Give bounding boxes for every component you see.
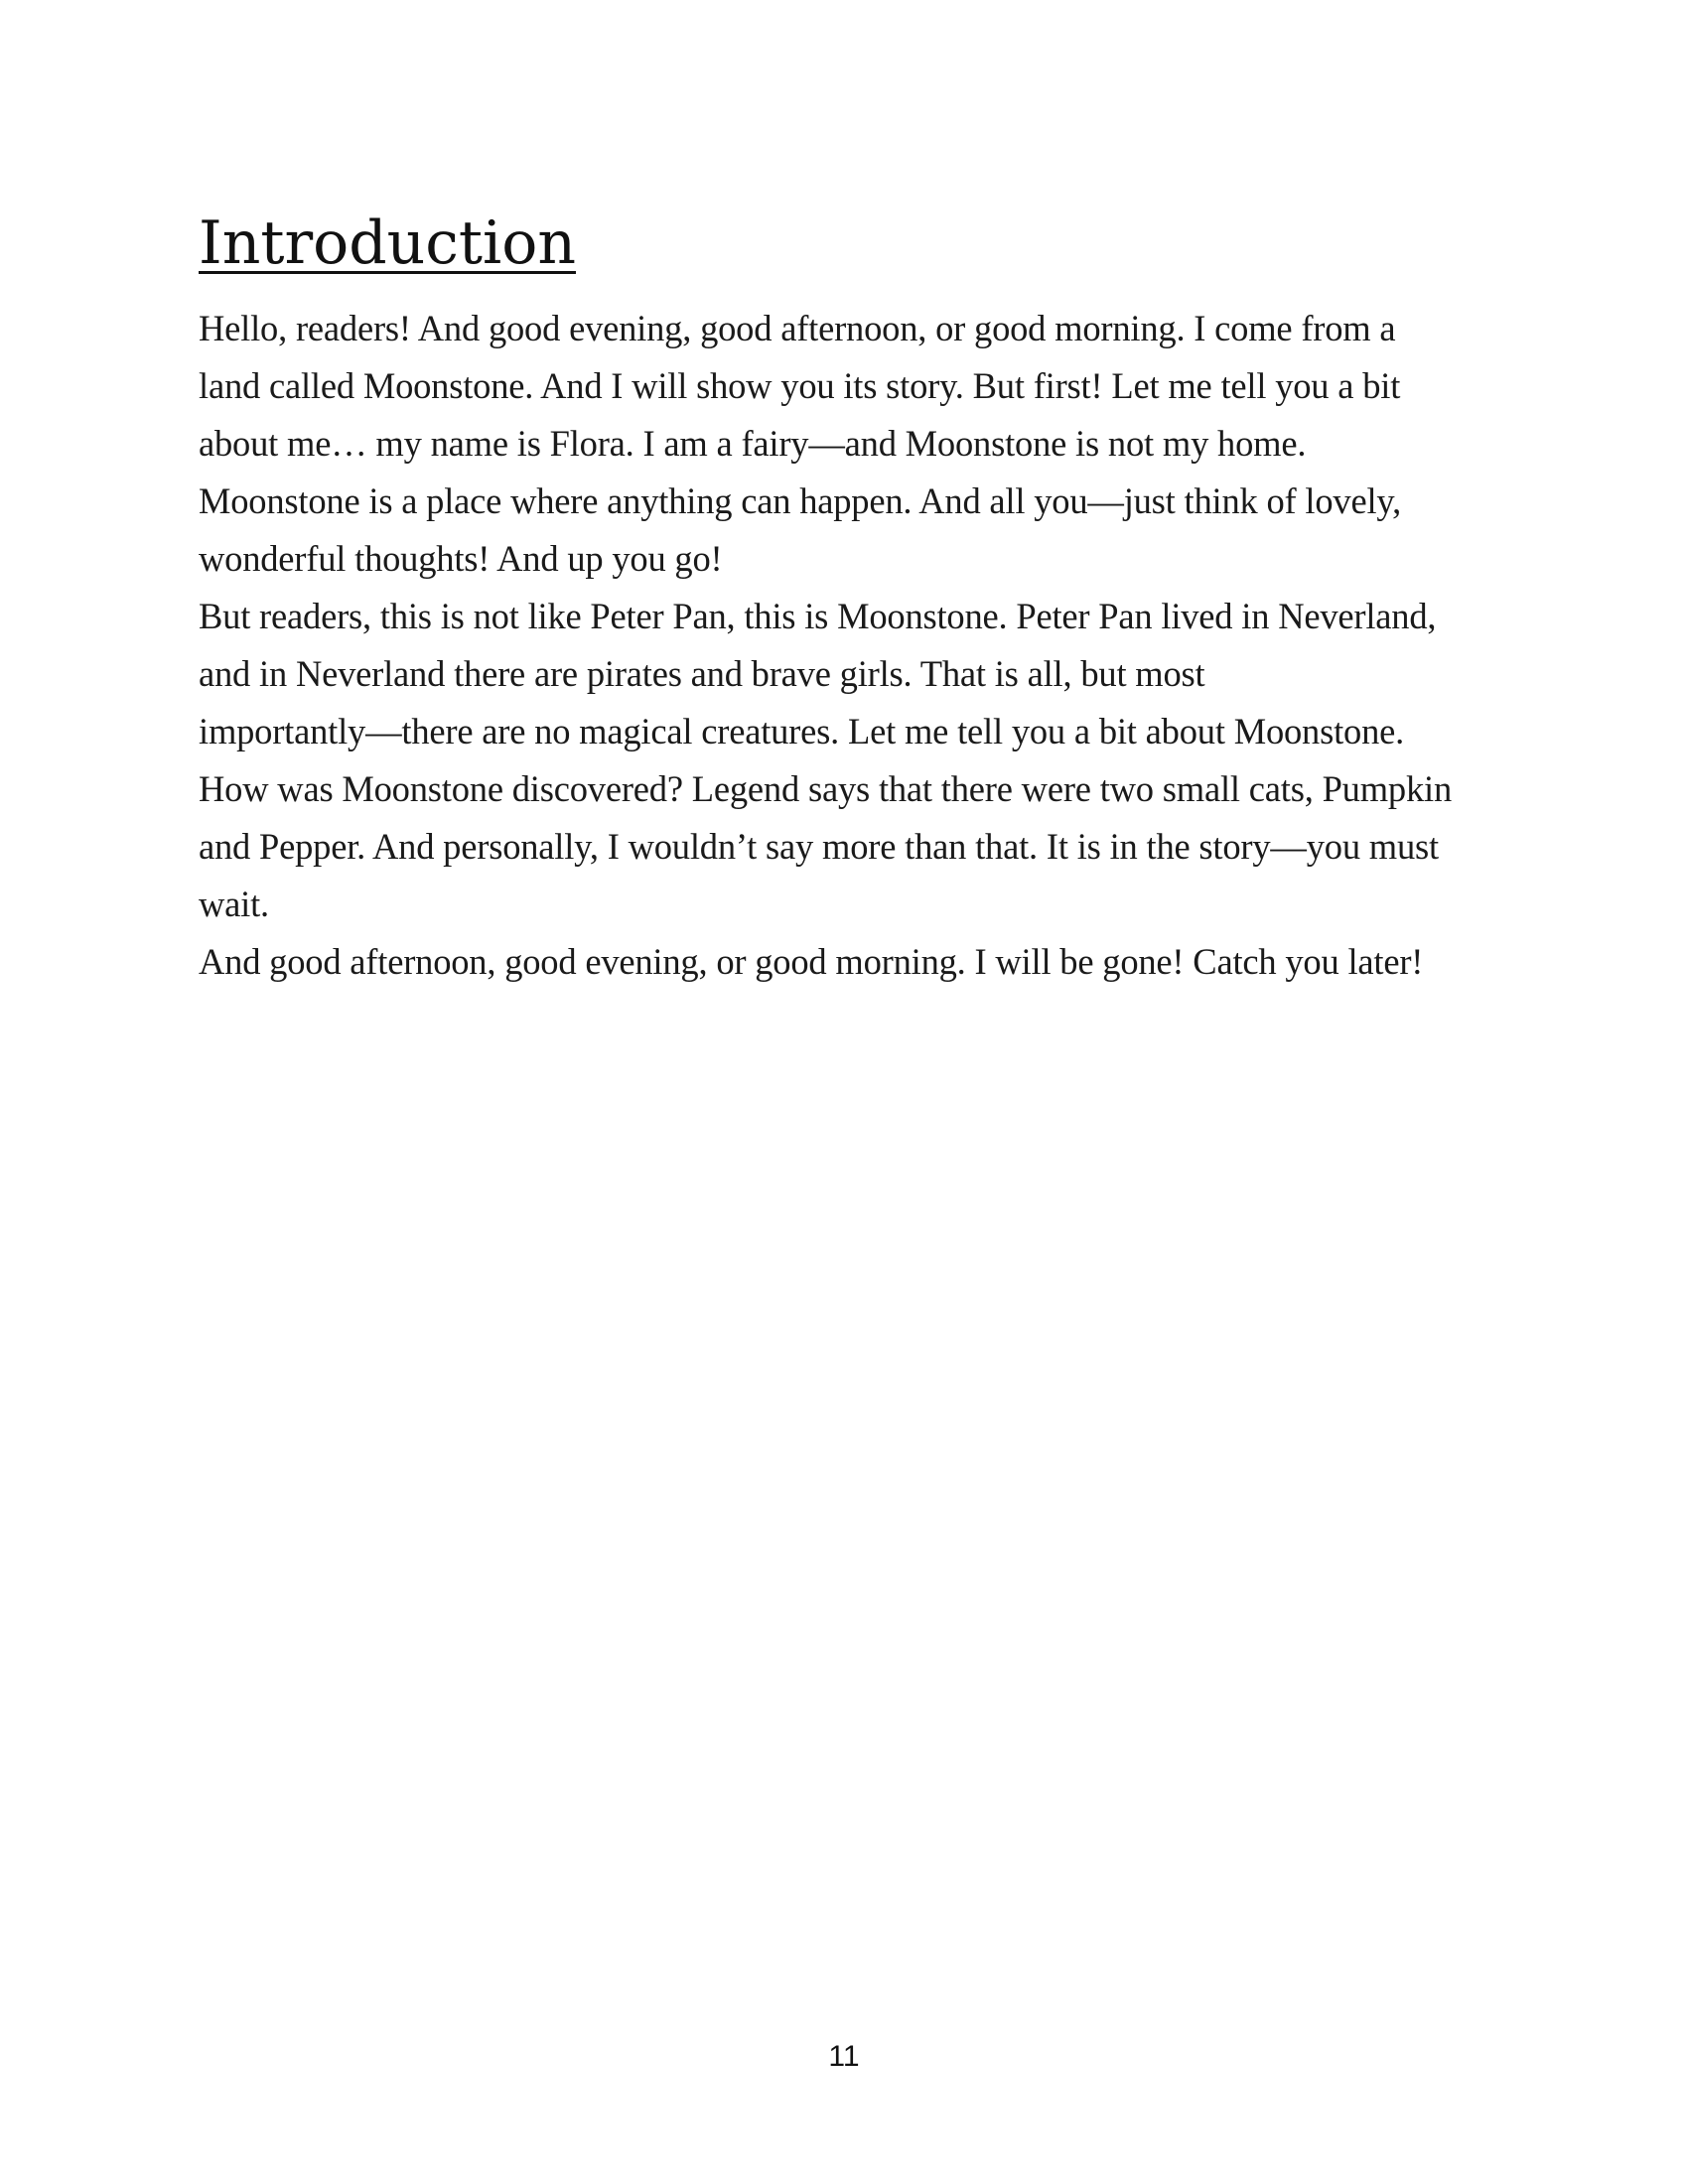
- page-title: Introduction: [199, 208, 576, 278]
- text-line: about me… my name is Flora. I am a fairy—and Moonstone is not my home.: [199, 423, 1307, 464]
- paragraph-intro: [199, 300, 1489, 588]
- text-line: wonderful thoughts! And up you go!: [199, 538, 723, 579]
- text-line: How was Moonstone discovered? Legend says that there were two small cats, Pumpkin: [199, 768, 1453, 809]
- text-line: Moonstone is a place where anything can happen. And all you—just think of lovely,: [199, 480, 1402, 521]
- text-line: importantly—there are no magical creatures. Let me tell you a bit about Moonstone.: [199, 711, 1405, 751]
- text-line: Hello, readers! And good evening, good afternoon, or good morning. I come from a: [199, 308, 1396, 348]
- page-content: [199, 204, 1489, 991]
- page-number: 11: [828, 2040, 860, 2073]
- text-line: wait.: [199, 884, 269, 924]
- text-line: and Pepper. And personally, I wouldn’t say more than that. It is in the story—you must: [199, 826, 1439, 867]
- body-text: [199, 300, 1489, 991]
- paragraph-farewell: [199, 933, 1489, 991]
- text-line: land called Moonstone. And I will show you its story. But first! Let me tell you a bit: [199, 365, 1401, 406]
- paragraph-moonstone: [199, 588, 1489, 933]
- text-line: And good afternoon, good evening, or good morning. I will be gone! Catch you later!: [199, 941, 1424, 982]
- text-line: But readers, this is not like Peter Pan, this is Moonstone. Peter Pan lived in Neverland,: [199, 596, 1437, 636]
- text-line: and in Neverland there are pirates and brave girls. That is all, but most: [199, 653, 1205, 694]
